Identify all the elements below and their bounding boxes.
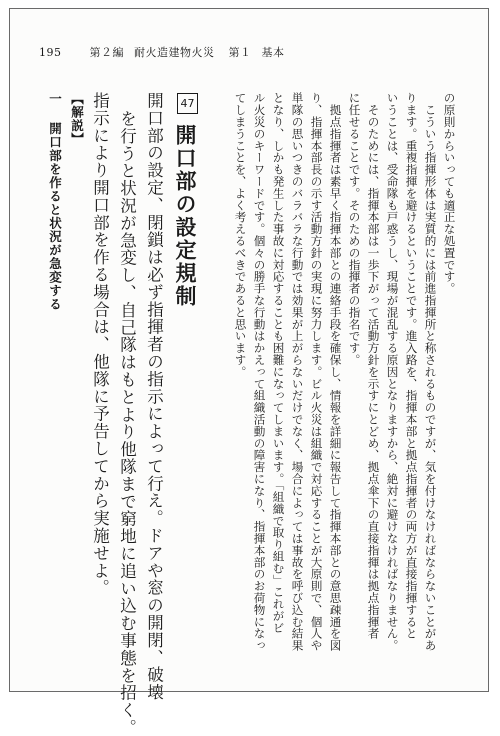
commentary-label: 【解説】 — [69, 92, 85, 146]
rule-line: を行うと状況が急変し、自己隊はもとより他隊まで窮地に追い込む事態を招く。 — [117, 110, 137, 736]
body-line: 拠点指揮者は素早く指揮本部との連絡手段を確保し、情報を詳細に報告して指揮本部との意思疎通を図 — [328, 92, 343, 652]
body-line: 単隊の思いつきのバラバラな行動では効果が上がらないだけでなく、場合によっては事故を呼び込む結果 — [290, 92, 305, 652]
body-line: となり、しかも発生した事故に対応することも困難になってしまいます。「組織で取り組む」これがビ — [271, 92, 286, 634]
subheading-number: 一 — [47, 92, 63, 106]
body-line: こういう指揮形体は実質的には前進指揮所と称されるものですが、気を付けなければならないことがあ — [423, 92, 438, 652]
section-title: 開口部の設定規制 — [173, 124, 198, 308]
body-line: ります。重複指揮を避けるということです。進入路を、指揮本部と拠点指揮者の両方が直接指揮すると — [404, 92, 419, 640]
body-line: ル火災のキーワードです。個々の勝手な行動はかえって組織活動の障害になり、指揮本部のお荷物になっ — [252, 92, 267, 652]
header-part-title: 耐火造建物火災 — [134, 46, 215, 59]
body-line: いうことは、受命隊も戸惑うし、現場が混乱する原因となりますから、絶対に避けなければなりません。 — [385, 92, 400, 652]
body-line: の原則からいっても適正な処置です。 — [442, 92, 457, 295]
subheading-text: 開口部を作ると状況が急変する — [47, 122, 63, 311]
running-header — [39, 44, 295, 60]
header-chapter: 第１ — [228, 46, 252, 59]
header-part: 第２編 — [89, 46, 124, 59]
page-number: 195 — [39, 46, 62, 59]
body-line: り、指揮本部長の示す活動方針の実現に努力します。ビル火災は組織で対応することが大原則で、個人や — [309, 92, 324, 652]
body-line: てしまうことを、よく考えるべきであると思います。 — [233, 92, 248, 378]
body-line: そのためには、指揮本部は一歩下がって活動方針を示すにとどめ、拠点傘下の直接指揮は拠点指揮者 — [366, 92, 381, 640]
body-line: に任せることです。そのための指揮者の指名です。 — [347, 92, 362, 366]
section-number-box: 47 — [177, 93, 198, 114]
header-chapter-title: 基本 — [261, 46, 285, 59]
rule-line: 開口部の設定、閉鎖は必ず指揮者の指示によって行え。ドアや窓の開閉、破壊 — [144, 92, 164, 701]
rule-line: 指示により開口部を作る場合は、他隊に予告してから実施せよ。 — [90, 92, 110, 597]
